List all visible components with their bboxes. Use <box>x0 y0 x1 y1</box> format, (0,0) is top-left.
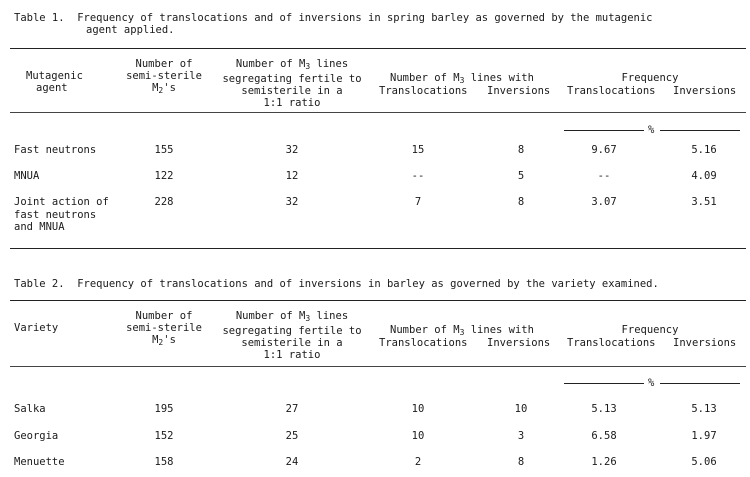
table2-header-m2: $M_2's$ <box>152 334 176 347</box>
table1-cell-freq-inversions: 3.51 <box>691 196 717 208</box>
table2-header-semisterile <box>126 310 202 349</box>
table1-header-inversions: Inversions <box>487 85 551 97</box>
table1-cell-agent-line1: Joint action of <box>14 196 109 208</box>
table2-cell-segregating: 24 <box>285 456 299 468</box>
table1-cell-inversions: 8 <box>517 196 525 208</box>
table1-header-rule <box>10 112 746 113</box>
table1-cell-freq-inversions: 5.16 <box>691 144 717 156</box>
table2-cell-freq-translocations: 1.26 <box>591 456 617 468</box>
table1-header-agent-line2: agent <box>36 82 68 94</box>
table2-top-rule <box>10 300 746 301</box>
table2-caption: Table 2. Frequency of translocations and of inversions in barley as governed by the variety examined. <box>14 278 659 290</box>
table2-header-variety: Variety <box>14 322 59 334</box>
table1-cell-translocations: 7 <box>414 196 422 208</box>
table2-cell-translocations: 10 <box>411 403 425 415</box>
table2-cell-semisterile: 158 <box>154 456 174 468</box>
table1-cell-semisterile: 122 <box>154 170 174 182</box>
table2-cell-inversions: 8 <box>517 456 525 468</box>
table2-header-rule <box>10 366 746 367</box>
table1-header-frequency: Frequency <box>621 72 679 84</box>
table2-cell-variety: Menuette <box>14 456 65 468</box>
table2-header-semisterile-line2: semi-sterile <box>126 322 202 334</box>
table1-cell-freq-translocations: 3.07 <box>591 196 617 208</box>
table1-cell-freq-translocations: 9.67 <box>591 144 617 156</box>
table1-cell-agent-line2: fast neutrons <box>14 208 97 221</box>
table1-caption-line1: Table 1. Frequency of translocations and of inversions in spring barley as governed by the mutagenic <box>14 12 653 24</box>
table2-header-semisterile-line1: Number of <box>135 310 193 322</box>
table2-header-frequency: Frequency <box>621 324 679 336</box>
table2-cell-segregating: 27 <box>285 403 299 415</box>
table2-percent-line-left <box>564 383 644 384</box>
table1-top-rule <box>10 48 746 49</box>
table1-header-agent <box>26 70 83 94</box>
table1-cell-agent-line3: and MNUA <box>14 221 65 233</box>
table1-header-segregating-line4: 1:1 ratio <box>263 97 321 109</box>
table1-cell-segregating: 32 <box>285 196 299 208</box>
table1-cell-inversions: 5 <box>517 170 525 182</box>
table1-header-semisterile-line1: Number of <box>135 58 193 70</box>
table2-percent-symbol: % <box>648 377 655 389</box>
table1-cell-segregating: 32 <box>285 144 299 156</box>
table2-cell-freq-translocations: 5.13 <box>591 403 617 415</box>
table2-header-m3-with: Number of $M_3$ lines with <box>390 324 534 337</box>
table1-cell-freq-inversions: 4.09 <box>691 170 717 182</box>
table1-cell-inversions: 8 <box>517 144 525 156</box>
table2-header-segregating <box>222 310 361 361</box>
table2-header-translocations: Translocations <box>379 337 468 349</box>
table2-cell-freq-inversions: 5.13 <box>691 403 717 415</box>
table2-cell-segregating: 25 <box>285 430 299 442</box>
table1-cell-semisterile: 155 <box>154 144 174 156</box>
table1-header-segregating-line3: semisterile in a <box>241 85 343 97</box>
table1-cell-agent: Fast neutrons <box>14 144 97 156</box>
table2-header-freq-translocations: Translocations <box>567 337 656 349</box>
table2-header-segregating-line1: Number of $M_3$ lines <box>235 310 349 323</box>
table1-percent-line-left <box>564 130 644 131</box>
table1-bottom-rule <box>10 248 746 249</box>
table2-cell-inversions: 3 <box>517 430 525 442</box>
table2-cell-freq-inversions: 5.06 <box>691 456 717 468</box>
table2-cell-translocations: 2 <box>414 456 422 468</box>
table1-cell-translocations: 15 <box>411 144 425 156</box>
table1-cell-freq-translocations: -- <box>597 170 611 182</box>
table2-cell-inversions: 10 <box>514 403 528 415</box>
table1-header-semisterile <box>126 58 202 97</box>
table1-header-segregating <box>222 58 361 109</box>
table1-header-segregating-line1: Number of $M_3$ lines <box>235 58 349 71</box>
table2-cell-freq-inversions: 1.97 <box>691 430 717 442</box>
table2-header-segregating-line3: semisterile in a <box>241 337 343 349</box>
table1-header-semisterile-line2: semi-sterile <box>126 70 202 82</box>
table1-header-segregating-line2: segregating fertile to <box>222 73 362 85</box>
table2-cell-semisterile: 152 <box>154 430 174 442</box>
table2-cell-translocations: 10 <box>411 430 425 442</box>
table2-cell-variety: Salka <box>14 403 46 415</box>
table1-cell-agent: MNUA <box>14 170 40 182</box>
table1-cell-translocations: -- <box>411 170 425 182</box>
table2-header-segregating-line4: 1:1 ratio <box>263 349 321 361</box>
table1-cell-segregating: 12 <box>285 170 299 182</box>
table1-percent-line-right <box>660 130 740 131</box>
table1-percent-symbol: % <box>648 124 655 136</box>
table1-header-freq-inversions: Inversions <box>673 85 737 97</box>
table2-header-inversions: Inversions <box>487 337 551 349</box>
table2-percent-unit <box>564 377 740 389</box>
table2-header-segregating-line2: segregating fertile to <box>222 325 362 337</box>
table1-header-freq-translocations: Translocations <box>567 85 656 97</box>
table1-header-m2: $M_2's$ <box>152 82 176 95</box>
table1-header-translocations: Translocations <box>379 85 468 97</box>
table2-cell-variety: Georgia <box>14 430 59 442</box>
table2-cell-semisterile: 195 <box>154 403 174 415</box>
table1-cell-agent <box>14 196 109 234</box>
table1-percent-unit <box>564 124 740 136</box>
table1-caption-line2: agent applied. <box>86 24 175 36</box>
table2-percent-line-right <box>660 383 740 384</box>
table1-header-m3-with: Number of $M_3$ lines with <box>390 72 534 85</box>
table1-header-agent-line1: Mutagenic <box>26 70 83 82</box>
table2-cell-freq-translocations: 6.58 <box>591 430 617 442</box>
table2-header-freq-inversions: Inversions <box>673 337 737 349</box>
table1-cell-semisterile: 228 <box>154 196 174 208</box>
